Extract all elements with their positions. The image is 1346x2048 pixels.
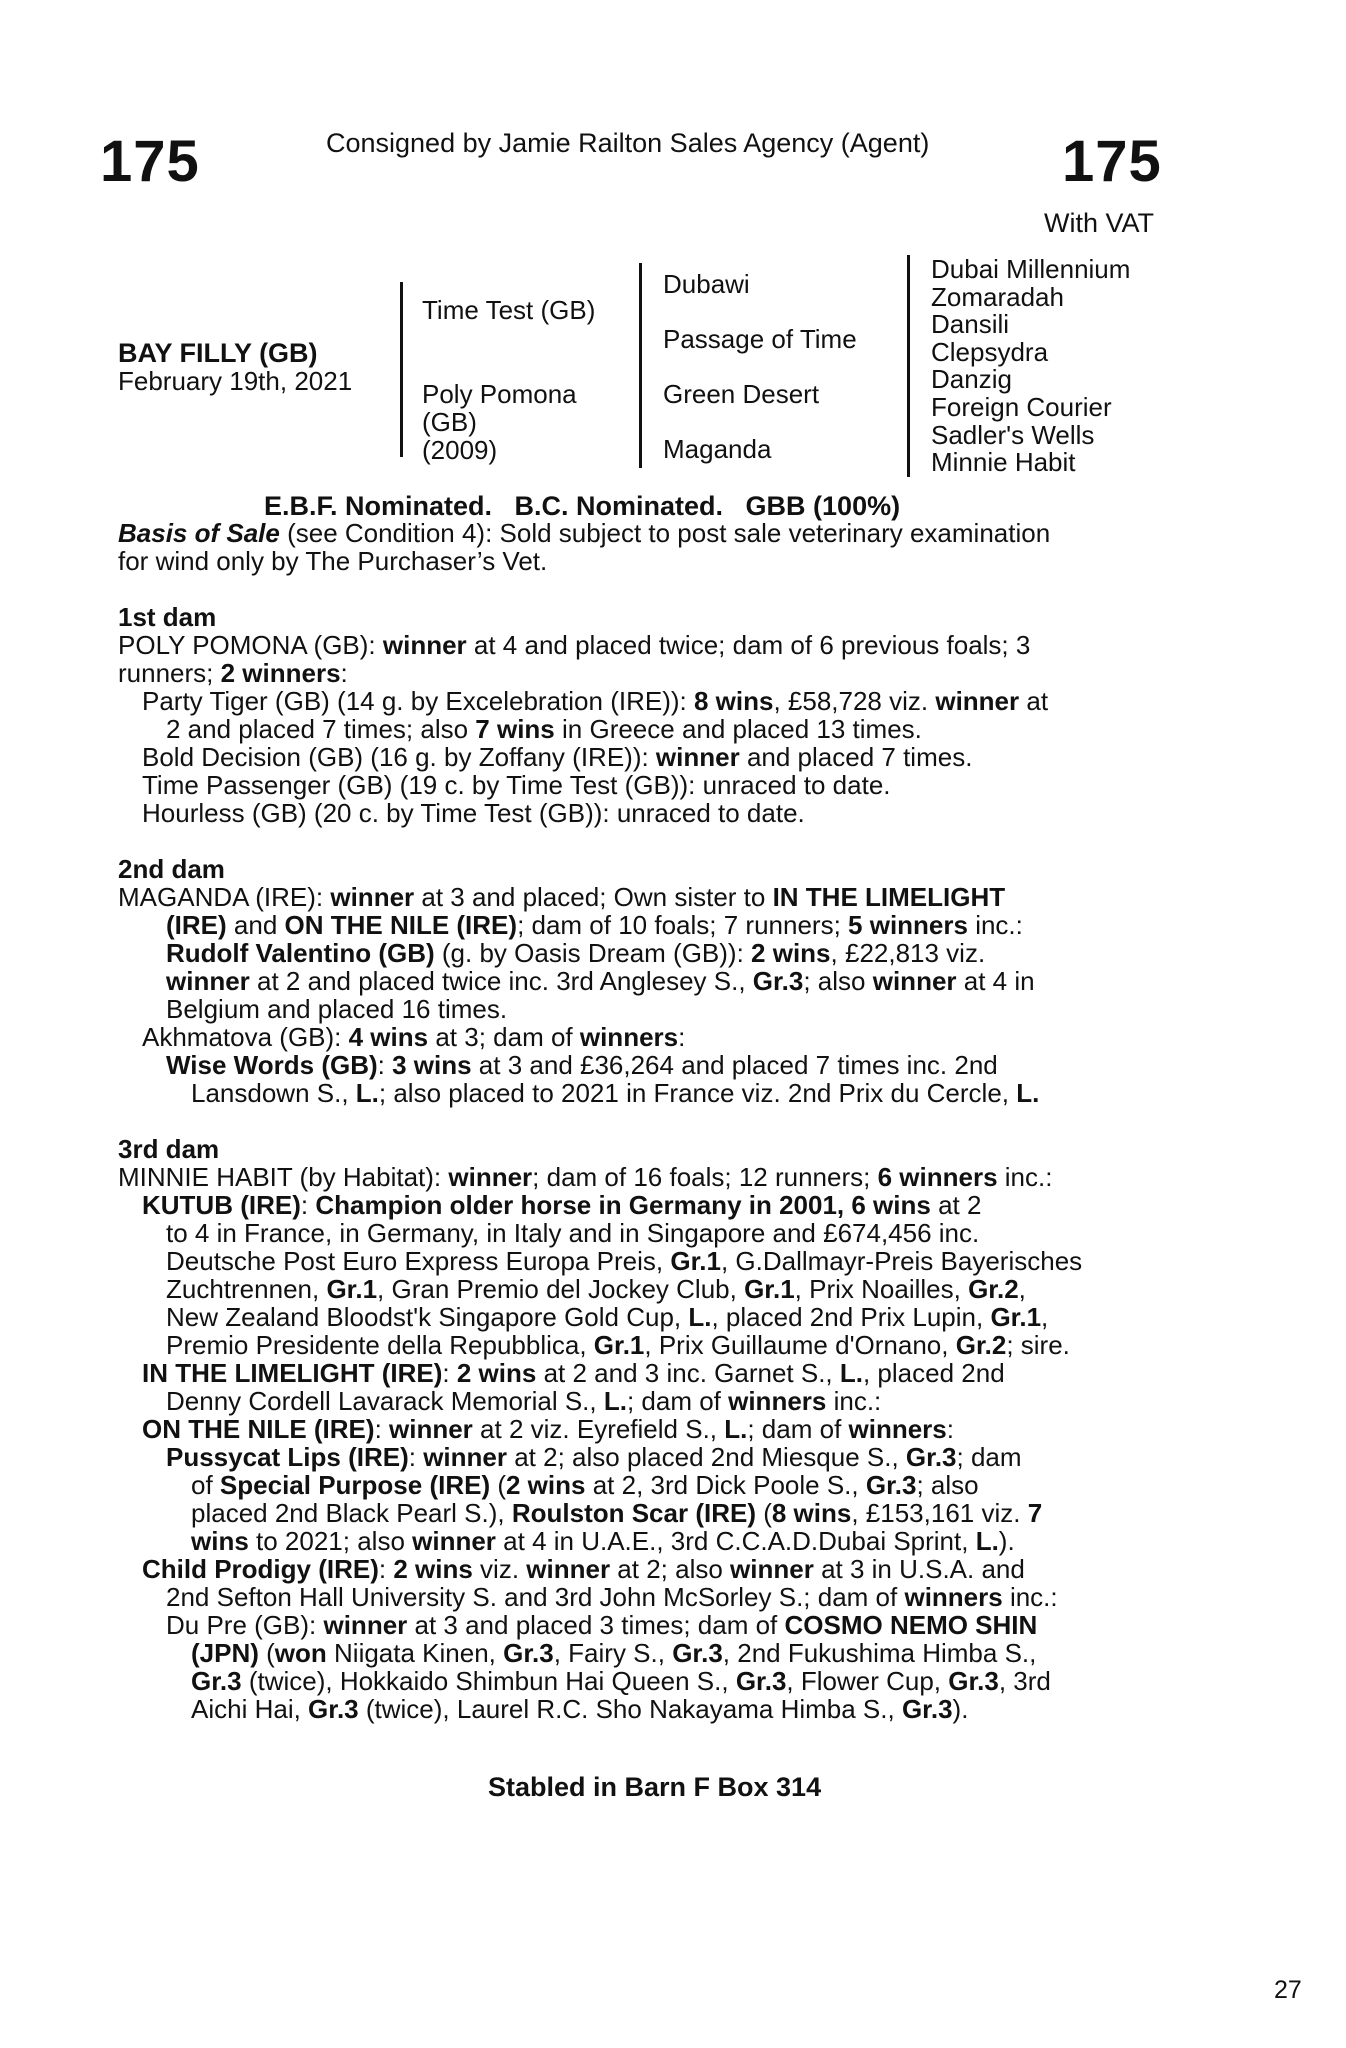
pedigree-sire-dam: Passage of Time — [663, 324, 857, 354]
first-dam-heading: 1st dam — [118, 602, 217, 632]
lot-number-right: 175 — [1062, 129, 1162, 194]
lot-number-left: 175 — [100, 129, 200, 194]
basis-of-sale: Basis of Sale (see Condition 4): Sold subject to post sale veterinary examination for wind only by The Purchaser’s Vet. — [118, 518, 1051, 576]
third-dam-heading: 3rd dam — [118, 1134, 220, 1164]
pedigree-bracket-1 — [400, 282, 403, 457]
horse-name: BAY FILLY (GB) — [118, 338, 318, 368]
pedigree-third-generation: Dubai Millennium Zomaradah Dansili Clepsydra Danzig Foreign Courier Sadler's Wells Minnie Habit — [931, 254, 1131, 478]
foaling-date: February 19th, 2021 — [118, 366, 353, 396]
vat-label: With VAT — [1044, 208, 1155, 238]
page-number: 27 — [1274, 1976, 1302, 2004]
nominations: E.B.F. Nominated. B.C. Nominated. GBB (100%) — [264, 491, 901, 521]
second-dam-heading: 2nd dam — [118, 854, 225, 884]
pedigree-bracket-2 — [639, 263, 642, 468]
pedigree-dam-sire: Green Desert — [663, 379, 820, 409]
third-dam-section: 3rd dam MINNIE HABIT (by Habitat): winner; dam of 16 foals; 12 runners; 6 winners inc.: KUTUB (IRE): Champion older horse in Germany in 2001, 6 wins at 2 to 4 in France, in Germany, in Italy and in Singapore and £674,456 inc. Deutsche Post Euro Express Europa Preis, Gr.1, G.Dallmayr-Preis Bayerisches Zuchtrennen, Gr.1, Gran Premio del Jockey Club, Gr.1, Prix Noailles, Gr.2, New Zealand Bloodst'k Singapore Gold Cup, L., placed 2nd Prix Lupin, Gr.1, Premio Presidente della Repubblica, Gr.1, Prix Guillaume d'Ornano, Gr.2; sire. IN THE LIMELIGHT (IRE): 2 wins at 2 and 3 inc. Garnet S., L., placed 2nd Denny Cordell Lavarack Memorial S., L.; dam of winners inc.: ON THE NILE (IRE): winner at 2 viz. Eyrefield S., L.; dam of winners: Pussycat Lips (IRE): winner at 2; also placed 2nd Miesque S., Gr.3; dam of Special Purpose (IRE) (2 wins at 2, 3rd Dick Poole S., Gr.3; also placed 2nd Black Pearl S.), Roulston Scar (IRE) (8 wins, £153,161 viz. 7 wins to 2021; also winner at 4 in U.A.E., 3rd C.C.A.D.Dubai Sprint, L.). Child Prodigy (IRE): 2 wins viz. winner at 2; also winner at 3 in U.S.A. and 2nd Sefton Hall University S. and 3rd John McSorley S.; dam of winners inc.: Du Pre (GB): winner at 3 and placed 3 times; dam of COSMO NEMO SHIN (JPN) (won Niigata Kinen, Gr.3, Fairy S., Gr.3, 2nd Fukushima Himba S., Gr.3 (twice), Hokkaido Shimbun Hai Queen S., Gr.3, Flower Cup, Gr.3, 3rd Aichi Hai, Gr.3 (twice), Laurel R.C. Sho Nakayama Himba S., Gr.3). — [118, 1135, 1158, 1723]
pedigree-sire: Time Test (GB) — [422, 295, 596, 325]
second-dam-section: 2nd dam MAGANDA (IRE): winner at 3 and placed; Own sister to IN THE LIMELIGHT (IRE) and ON THE NILE (IRE); dam of 10 foals; 7 runners; 5 winners inc.: Rudolf Valentino (GB) (g. by Oasis Dream (GB)): 2 wins, £22,813 viz. winner at 2 and placed twice inc. 3rd Anglesey S., Gr.3; also winner at 4 in Belgium and placed 16 times. Akhmatova (GB): 4 wins at 3; dam of winners: Wise Words (GB): 3 wins at 3 and £36,264 and placed 7 times inc. 2nd Lansdown S., L.; also placed to 2021 in France viz. 2nd Prix du Cercle, L. — [118, 855, 1158, 1107]
pedigree-dam-dam: Maganda — [663, 434, 772, 464]
pedigree-sire-sire: Dubawi — [663, 269, 750, 299]
consignor: Consigned by Jamie Railton Sales Agency (Agent) — [326, 128, 930, 158]
first-dam-section: 1st dam POLY POMONA (GB): winner at 4 and placed twice; dam of 6 previous foals; 3 runners; 2 winners: Party Tiger (GB) (14 g. by Excelebration (IRE)): 8 wins, £58,728 viz. winner at 2 and placed 7 times; also 7 wins in Greece and placed 13 times. Bold Decision (GB) (16 g. by Zoffany (IRE)): winner and placed 7 times. Time Passenger (GB) (19 c. by Time Test (GB)): unraced to date. Hourless (GB) (20 c. by Time Test (GB)): unraced to date. — [118, 603, 1158, 827]
stabled-location: Stabled in Barn F Box 314 — [488, 1772, 822, 1802]
pedigree-bracket-3 — [907, 255, 910, 477]
pedigree-dam: Poly Pomona (GB) (2009) — [422, 379, 577, 465]
